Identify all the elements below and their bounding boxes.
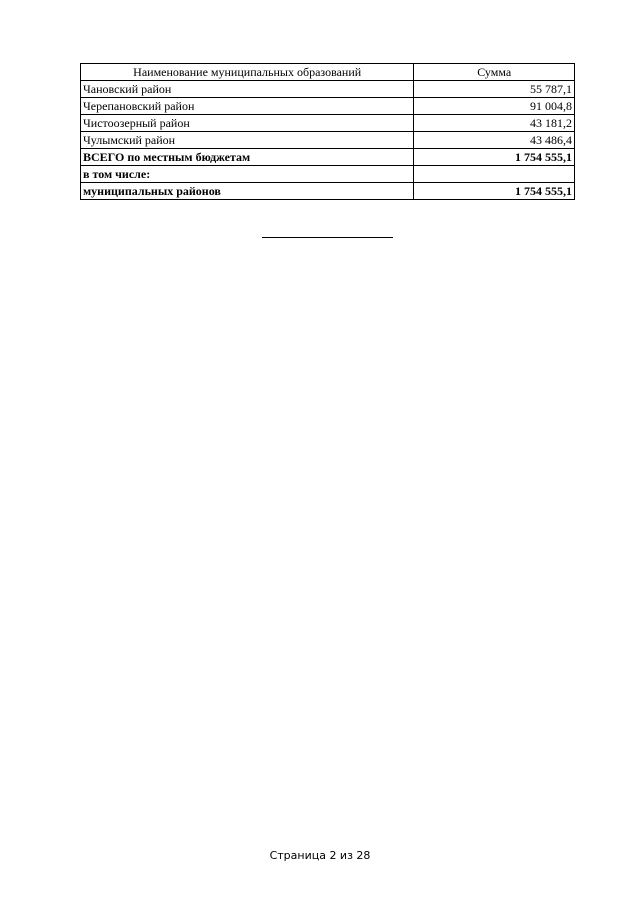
table-row [81, 81, 575, 98]
districts-row [81, 183, 575, 200]
row-sum: 55 787,1 [414, 81, 575, 98]
total-sum: 1 754 555,1 [414, 149, 575, 166]
row-name: Чистоозерный район [81, 115, 414, 132]
including-sum [414, 166, 575, 183]
row-sum: 43 181,2 [414, 115, 575, 132]
row-sum: 43 486,4 [414, 132, 575, 149]
row-sum: 91 004,8 [414, 98, 575, 115]
table-row [81, 115, 575, 132]
total-row [81, 149, 575, 166]
header-name: Наименование муниципальных образований [81, 64, 414, 81]
districts-sum: 1 754 555,1 [414, 183, 575, 200]
districts-name: муниципальных районов [81, 183, 414, 200]
table-row [81, 98, 575, 115]
table-header-row [81, 64, 575, 81]
budget-table [80, 63, 575, 200]
table-row [81, 132, 575, 149]
including-row [81, 166, 575, 183]
separator-line [262, 237, 393, 238]
row-name: Чановский район [81, 81, 414, 98]
header-sum: Сумма [414, 64, 575, 81]
including-name: в том числе: [81, 166, 414, 183]
row-name: Чулымский район [81, 132, 414, 149]
page-number: Страница 2 из 28 [269, 849, 371, 862]
row-name: Черепановский район [81, 98, 414, 115]
total-name: ВСЕГО по местным бюджетам [81, 149, 414, 166]
